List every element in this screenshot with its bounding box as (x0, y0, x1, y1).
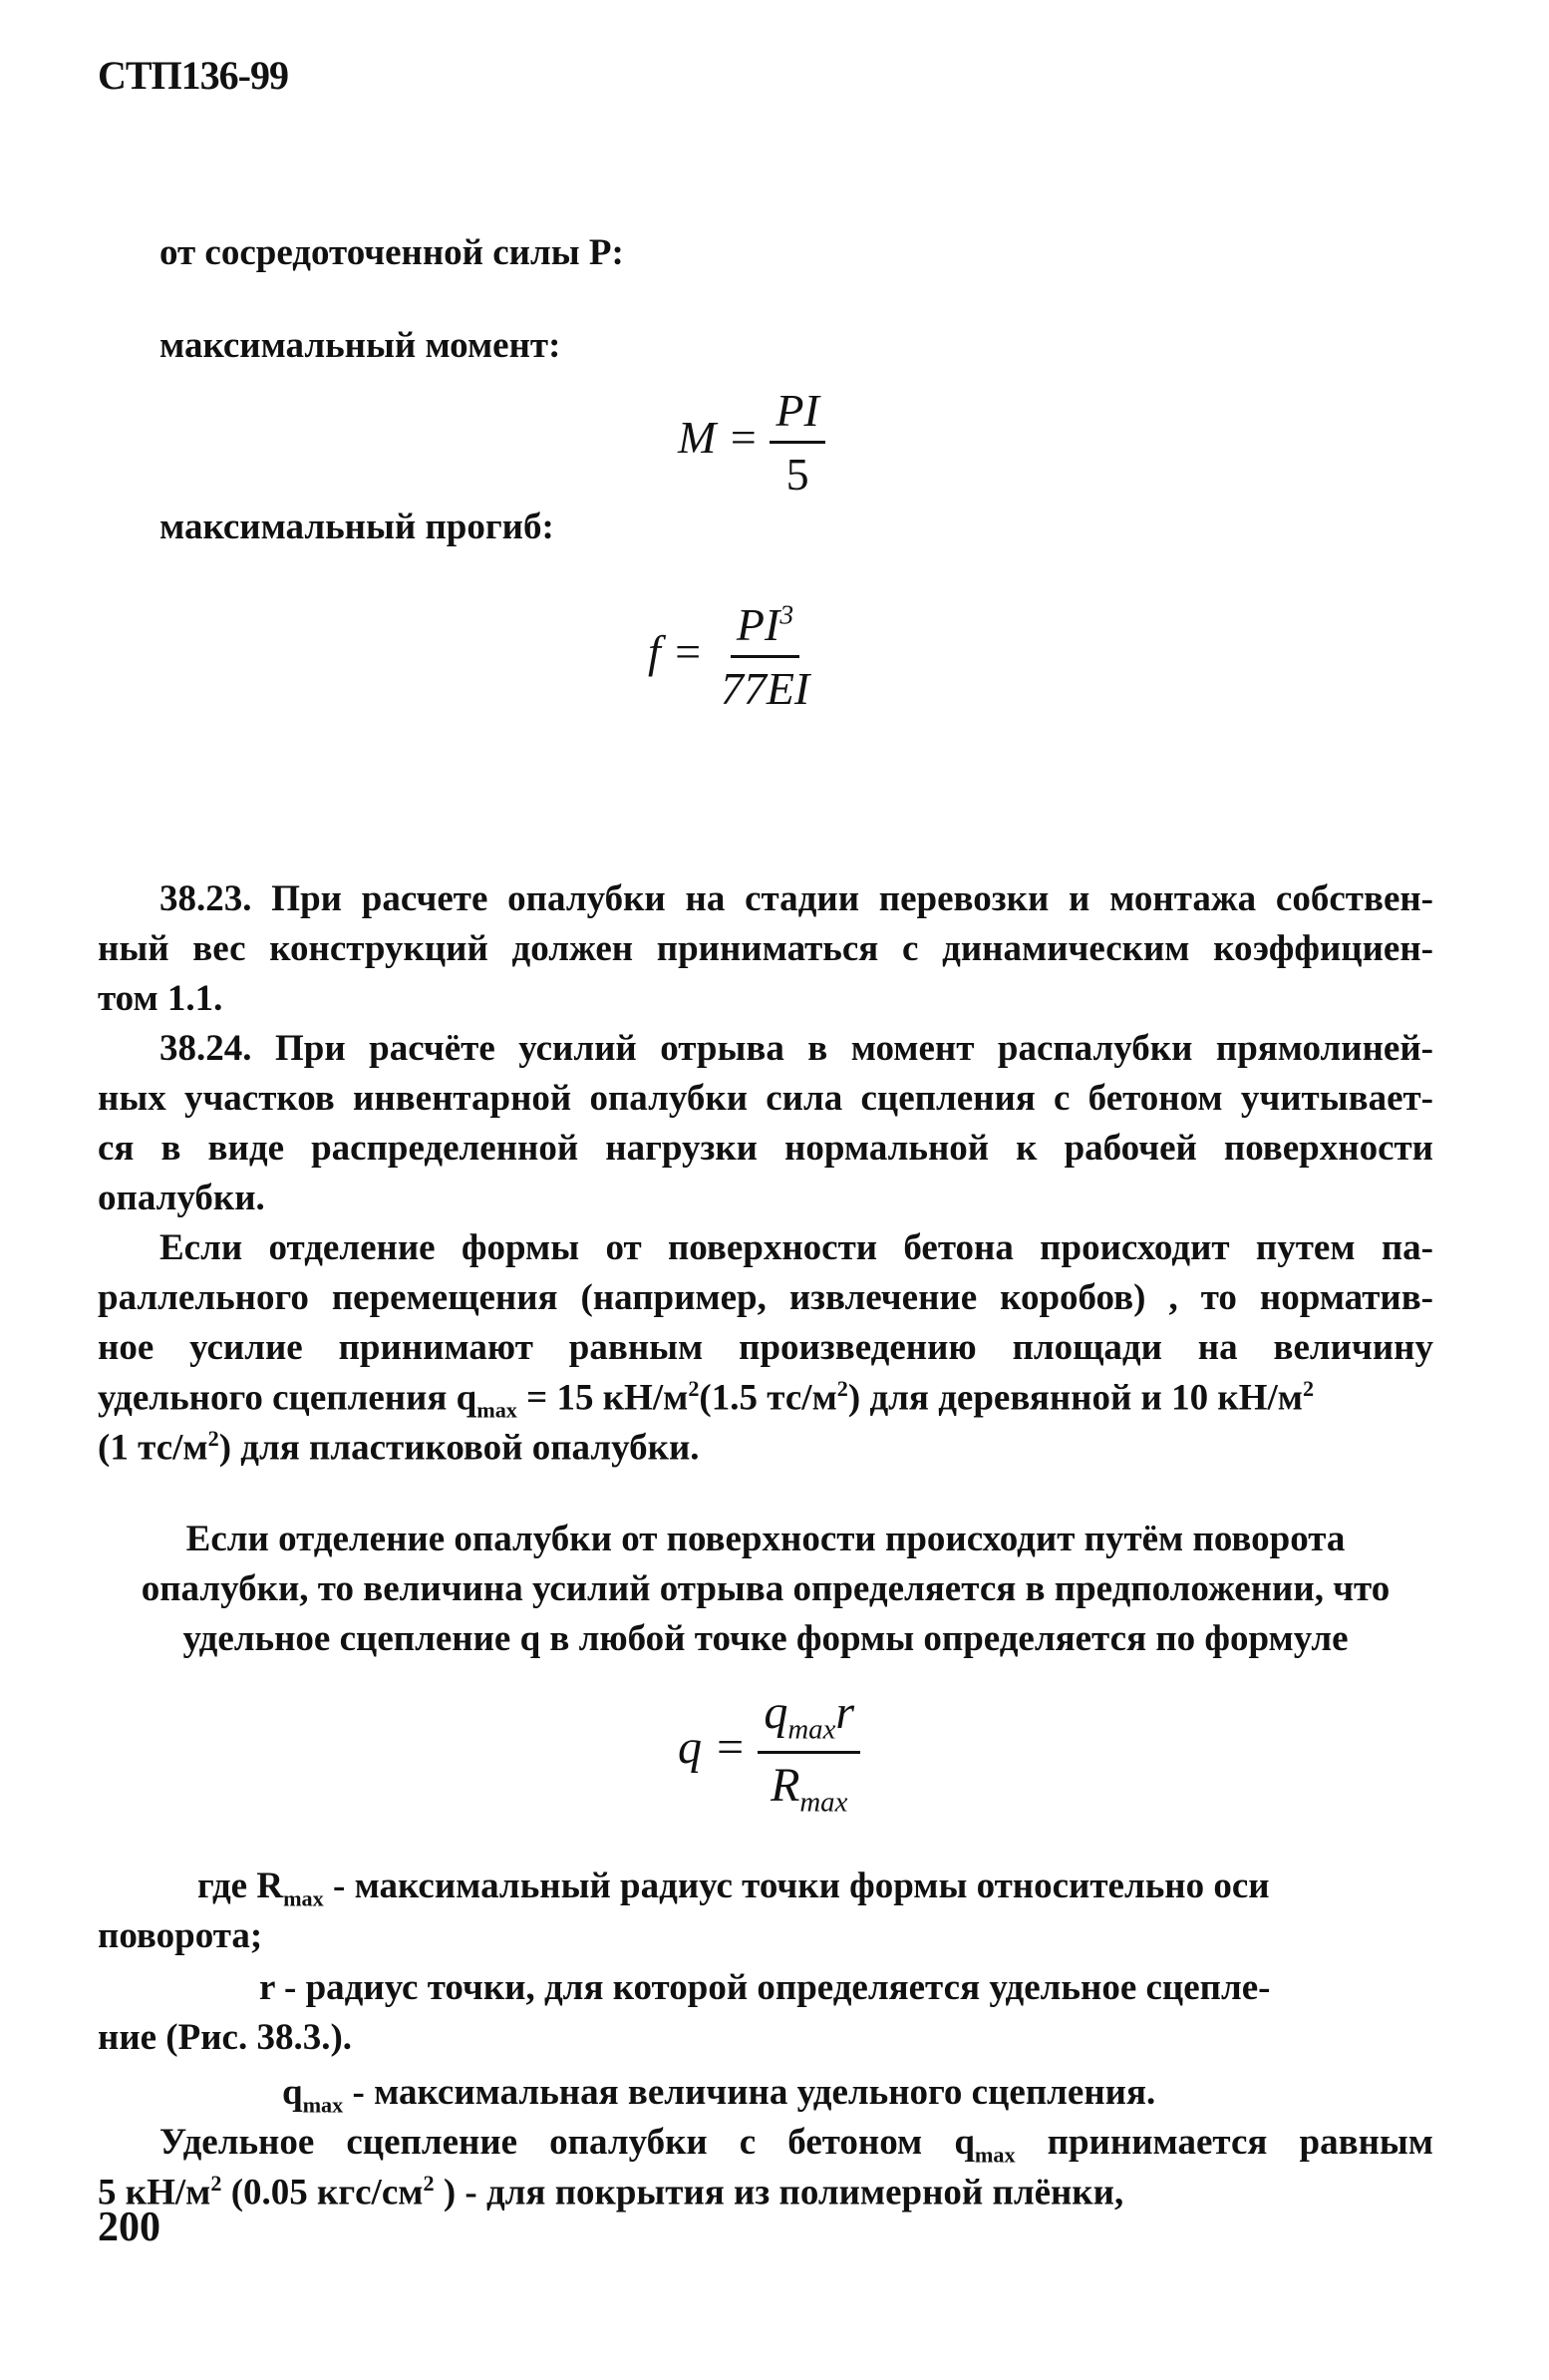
clause-38-24-line-4: опалубки. (98, 1178, 265, 1218)
adhesion-formula (678, 1685, 860, 1819)
deflection-denominator: 77EI (720, 663, 810, 714)
adhesion-sup-2: 2 (836, 1376, 848, 1401)
adhesion-text-a: удельного сцепления q (98, 1377, 477, 1419)
clause-38-24-line-3: ся в виде распределенной нагрузки нормальной к рабочей поверхности (98, 1128, 1433, 1169)
document-code: СТП136-99 (98, 53, 288, 98)
clause-38-23-line-2: ный вес конструкций должен приниматься с динамическим коэффициен- (98, 928, 1433, 969)
rotation-line-3: удельное сцепление q в любой точке формы определяется по формуле (182, 1618, 1349, 1659)
closing-text-b: принимается равным (1015, 2122, 1433, 2163)
parallel-line-2: раллельного перемещения (например, извлечение коробов) , то норматив- (98, 1277, 1433, 1318)
force-label: от сосредоточенной силы P: (159, 232, 624, 273)
closing-sub: max (974, 2142, 1016, 2168)
moment-label: максимальный момент: (159, 325, 561, 366)
closing-sup-1: 2 (210, 2171, 222, 2196)
closing-text-a: Удельное сцепление опалубки с бетоном q (159, 2122, 975, 2163)
adhesion-formula-q: q (764, 1686, 788, 1739)
moment-formula (678, 384, 825, 501)
def-qmax-text: - максимальная величина удельного сцепления. (343, 2072, 1156, 2113)
adhesion-sup-1: 2 (688, 1376, 700, 1401)
moment-denominator: 5 (785, 449, 809, 500)
def-rmax-sub: max (283, 1885, 324, 1911)
moment-numerator: PI (770, 384, 824, 444)
plastic-line (98, 1426, 700, 1469)
rotation-line-1: Если отделение опалубки от поверхности происходит путём поворота (185, 1519, 1346, 1559)
clause-38-23-line-1: 38.23. При расчете опалубки на стадии перевозки и монтажа собствен- (159, 878, 1433, 919)
adhesion-text-b: = 15 кН/м (516, 1377, 689, 1419)
deflection-label: максимальный прогиб: (159, 507, 554, 547)
adhesion-text-c: (1.5 тс/м (699, 1377, 837, 1419)
def-rmax-text: - максимальный радиус точки формы относительно оси (323, 1866, 1270, 1906)
closing-line-1 (159, 2121, 1433, 2168)
closing-text-c: 5 кН/м (98, 2172, 211, 2213)
deflection-formula (648, 598, 815, 715)
parallel-line-1: Если отделение формы от поверхности бетона происходит путем па- (159, 1227, 1433, 1268)
adhesion-formula-R-sub: max (799, 1786, 848, 1819)
deflection-numerator: PI (736, 599, 780, 650)
adhesion-sub: max (476, 1397, 517, 1423)
adhesion-formula-lhs: q = (678, 1721, 747, 1775)
def-r-text: - радиус точки, для которой определяется удельное сцепле- (274, 1967, 1271, 2008)
adhesion-formula-R: R (771, 1758, 800, 1812)
adhesion-values-line (98, 1376, 1433, 1424)
page-number: 200 (98, 2205, 160, 2250)
def-rmax-cont: поворота; (98, 1915, 263, 1956)
plastic-text-b: ) для пластиковой опалубки. (218, 1427, 700, 1469)
closing-text-d: (0.05 кгс/см (221, 2172, 424, 2213)
clause-38-24-line-2: ных участков инвентарной опалубки сила сцепления с бетоном учитывает- (98, 1078, 1433, 1119)
closing-text-e: ) - для покрытия из полимерной плёнки, (434, 2172, 1124, 2213)
plastic-text-a: (1 тс/м (98, 1427, 208, 1469)
plastic-sup: 2 (207, 1426, 219, 1451)
clause-38-24-line-1: 38.24. При расчёте усилий отрыва в момент распалубки прямолиней- (159, 1028, 1433, 1069)
adhesion-sup-3: 2 (1302, 1376, 1315, 1401)
def-qmax-sub: max (302, 2092, 344, 2118)
def-qmax-symbol: q (282, 2072, 303, 2113)
adhesion-text-d: ) для деревянной и 10 кН/м (847, 1377, 1303, 1419)
deflection-exponent: 3 (779, 598, 794, 630)
def-r-line (259, 1966, 1270, 2009)
deflection-lhs: f = (648, 626, 704, 678)
closing-sup-2: 2 (423, 2171, 435, 2196)
closing-line-2 (98, 2171, 1123, 2213)
adhesion-formula-q-sub: max (787, 1713, 836, 1746)
parallel-line-3: ное усилие принимают равным произведению площади на величину (98, 1327, 1433, 1368)
def-qmax-line (282, 2071, 1155, 2118)
adhesion-formula-r: r (835, 1686, 855, 1739)
def-r-symbol: r (259, 1967, 275, 2008)
moment-lhs: M = (678, 412, 759, 464)
def-rmax-line (197, 1865, 1270, 1911)
def-rmax-symbol: где R (197, 1866, 284, 1906)
clause-38-23-line-3: том 1.1. (98, 978, 223, 1019)
rotation-line-2: опалубки, то величина усилий отрыва определяется в предположении, что (141, 1568, 1391, 1609)
def-r-cont: ние (Рис. 38.3.). (98, 2017, 353, 2058)
